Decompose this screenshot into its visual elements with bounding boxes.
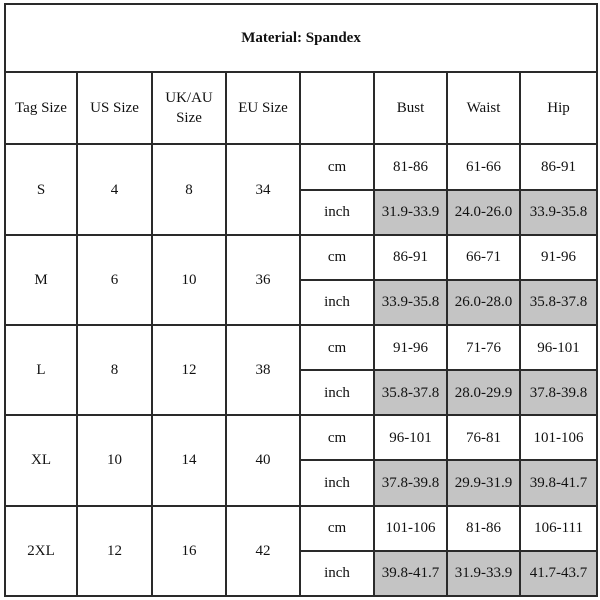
table-row-cm xyxy=(5,235,597,280)
table-row-cm xyxy=(5,415,597,460)
header-waist: Waist xyxy=(447,72,520,144)
waist-cm-cell: 66-71 xyxy=(447,235,520,280)
unit-cm-label: cm xyxy=(300,235,374,280)
tag-size-cell: 2XL xyxy=(5,506,77,596)
bust-cm-cell: 86-91 xyxy=(374,235,447,280)
unit-cm-label: cm xyxy=(300,144,374,189)
tag-size-cell: L xyxy=(5,325,77,415)
hip-cm-cell: 96-101 xyxy=(520,325,597,370)
ukau-size-cell: 8 xyxy=(152,144,226,234)
waist-inch-cell: 29.9-31.9 xyxy=(447,460,520,505)
us-size-cell: 12 xyxy=(77,506,152,596)
header-hip: Hip xyxy=(520,72,597,144)
unit-cm-label: cm xyxy=(300,506,374,551)
ukau-size-cell: 12 xyxy=(152,325,226,415)
waist-inch-cell: 31.9-33.9 xyxy=(447,551,520,596)
header-eu-size: EU Size xyxy=(226,72,300,144)
unit-inch-label: inch xyxy=(300,460,374,505)
header-tag-size: Tag Size xyxy=(5,72,77,144)
hip-inch-cell: 39.8-41.7 xyxy=(520,460,597,505)
unit-inch-label: inch xyxy=(300,190,374,235)
waist-cm-cell: 71-76 xyxy=(447,325,520,370)
hip-cm-cell: 86-91 xyxy=(520,144,597,189)
size-table xyxy=(4,3,598,597)
ukau-size-cell: 10 xyxy=(152,235,226,325)
waist-inch-cell: 28.0-29.9 xyxy=(447,370,520,415)
unit-inch-label: inch xyxy=(300,280,374,325)
ukau-size-cell: 16 xyxy=(152,506,226,596)
eu-size-cell: 34 xyxy=(226,144,300,234)
bust-inch-cell: 31.9-33.9 xyxy=(374,190,447,235)
hip-inch-cell: 41.7-43.7 xyxy=(520,551,597,596)
eu-size-cell: 40 xyxy=(226,415,300,505)
header-bust: Bust xyxy=(374,72,447,144)
us-size-cell: 4 xyxy=(77,144,152,234)
tag-size-cell: M xyxy=(5,235,77,325)
eu-size-cell: 38 xyxy=(226,325,300,415)
us-size-cell: 10 xyxy=(77,415,152,505)
size-chart xyxy=(4,3,596,597)
eu-size-cell: 42 xyxy=(226,506,300,596)
table-row-cm xyxy=(5,325,597,370)
waist-cm-cell: 76-81 xyxy=(447,415,520,460)
waist-cm-cell: 81-86 xyxy=(447,506,520,551)
bust-cm-cell: 81-86 xyxy=(374,144,447,189)
unit-cm-label: cm xyxy=(300,325,374,370)
waist-inch-cell: 24.0-26.0 xyxy=(447,190,520,235)
hip-cm-cell: 101-106 xyxy=(520,415,597,460)
ukau-size-cell: 14 xyxy=(152,415,226,505)
table-title: Material: Spandex xyxy=(5,4,597,72)
waist-cm-cell: 61-66 xyxy=(447,144,520,189)
us-size-cell: 8 xyxy=(77,325,152,415)
unit-cm-label: cm xyxy=(300,415,374,460)
hip-inch-cell: 37.8-39.8 xyxy=(520,370,597,415)
bust-inch-cell: 35.8-37.8 xyxy=(374,370,447,415)
hip-inch-cell: 35.8-37.8 xyxy=(520,280,597,325)
hip-cm-cell: 91-96 xyxy=(520,235,597,280)
tag-size-cell: S xyxy=(5,144,77,234)
header-unit xyxy=(300,72,374,144)
unit-inch-label: inch xyxy=(300,551,374,596)
title-row xyxy=(5,4,597,72)
bust-cm-cell: 101-106 xyxy=(374,506,447,551)
tag-size-cell: XL xyxy=(5,415,77,505)
bust-cm-cell: 91-96 xyxy=(374,325,447,370)
hip-cm-cell: 106-111 xyxy=(520,506,597,551)
table-row-cm xyxy=(5,144,597,189)
bust-inch-cell: 39.8-41.7 xyxy=(374,551,447,596)
bust-cm-cell: 96-101 xyxy=(374,415,447,460)
header-ukau-size xyxy=(152,72,226,144)
hip-inch-cell: 33.9-35.8 xyxy=(520,190,597,235)
bust-inch-cell: 37.8-39.8 xyxy=(374,460,447,505)
header-ukau-line2: Size xyxy=(176,110,202,127)
unit-inch-label: inch xyxy=(300,370,374,415)
eu-size-cell: 36 xyxy=(226,235,300,325)
us-size-cell: 6 xyxy=(77,235,152,325)
header-us-size: US Size xyxy=(77,72,152,144)
header-ukau-line1: UK/AU xyxy=(165,90,213,107)
bust-inch-cell: 33.9-35.8 xyxy=(374,280,447,325)
header-row xyxy=(5,72,597,144)
table-row-cm xyxy=(5,506,597,551)
waist-inch-cell: 26.0-28.0 xyxy=(447,280,520,325)
